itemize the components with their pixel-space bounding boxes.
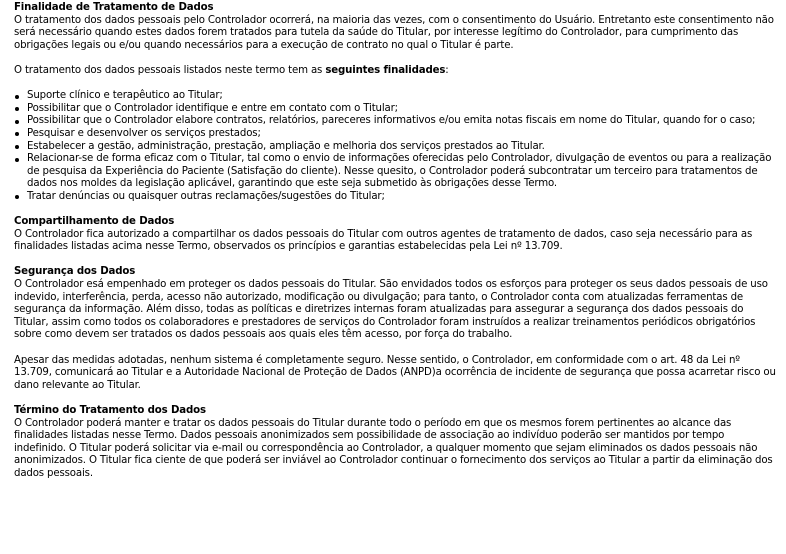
- lead-text: O tratamento dos dados pessoais listados neste termo tem as: [14, 64, 326, 76]
- heading-compartilhamento: Compartilhamento de Dados: [14, 216, 175, 228]
- heading-termino: Término do Tratamento dos Dados: [14, 405, 206, 416]
- heading-seguranca: Segurança dos Dados: [14, 266, 136, 278]
- list-item: Tratar denúncias ou quaisquer outras reclamações/sugestões do Titular;: [14, 191, 776, 204]
- lead-colon: :: [445, 64, 449, 76]
- list-item: Suporte clínico e terapêutico ao Titular;: [14, 90, 776, 103]
- section-seguranca: [14, 266, 776, 392]
- document-content: [14, 2, 776, 481]
- seguranca-text-2: Apesar das medidas adotadas, nenhum sistema é completamente seguro. Nesse sentido, o Controlador, em conformidade com o art. 48 da Lei nº 13.709, comunicará ao Titular e a Autoridade Nacional de Proteção de Dados (ANPD)a ocorrência de incidente de segurança que possa acarretar risco ou dano relevante ao Titular.: [14, 354, 776, 391]
- termino-text: O Controlador poderá manter e tratar os dados pessoais do Titular durante todo o período em que os mesmos forem pertinentes ao alcance das finalidades listadas nesse Termo. Dados pessoais anonimizados sem possibilidade de associação ao indivíduo poderão ser mantidos por tempo indefinido. O Titular poderá solicitar via e-mail ou correspondência ao Controlador, a qualquer momento que sejam eliminados os dados pessoais não anonimizados. O Titular fica ciente de que poderá ser inviável ao Controlador continuar o fornecimento dos serviços ao Titular a partir da eliminação dos dados pessoais.: [14, 417, 773, 479]
- finalidade-lead: [14, 65, 776, 78]
- seguranca-text-1: O Controlador esá empenhado em proteger os dados pessoais do Titular. São envidados todos os esforços para proteger os seus dados pessoais de uso indevido, interferência, perda, acesso não autorizado, modificação ou divulgação; para tanto, o Controlador conta com atualizadas ferramentas de segurança da informação. Além disso, todas as políticas e diretrizes internas foram atualizadas para assegurar a segurança dos dados pessoais do Titular, assim como todos os colaboradores e prestadores de serviços do Controlador foram instruídos a realizar treinamentos periódicos obrigatórios sobre como devem ser tratados os dados pessoais aos quais eles têm acesso, por força do trabalho.: [14, 279, 768, 341]
- lead-bold: seguintes finalidades: [325, 64, 446, 76]
- list-item: Estabelecer a gestão, administração, prestação, ampliação e melhoria dos serviços prestados ao Titular.: [14, 141, 776, 154]
- list-item: Pesquisar e desenvolver os serviços prestados;: [14, 128, 776, 141]
- section-finalidade: [14, 2, 776, 204]
- finalidade-intro: O tratamento dos dados pessoais pelo Controlador ocorrerá, na maioria das vezes, com o consentimento do Usuário. Entretanto este consentimento não será necessário quando estes dados forem tratados para tutela da saúde do Titular, por interesse legítimo do Controlador, para cumprimento das obrigações legais ou e/ou quando necessários para a execução de contrato no qual o Titular é parte.: [14, 14, 774, 51]
- section-termino: [14, 405, 776, 481]
- list-item: Possibilitar que o Controlador identifique e entre em contato com o Titular;: [14, 103, 776, 116]
- finalidades-list: [14, 90, 776, 203]
- list-item: Relacionar-se de forma eficaz com o Titular, tal como o envio de informações oferecidas pelo Controlador, divulgação de eventos ou para a realização de pesquisa da Experiência do Paciente (Satisfação do cliente). Nesse quesito, o Controlador poderá subcontratar um terceiro para tratamentos de dados nos moldes da legislação aplicável, garantindo que este seja submetido às obrigações desse Termo.: [14, 153, 776, 191]
- section-compartilhamento: [14, 216, 776, 254]
- list-item: Possibilitar que o Controlador elabore contratos, relatórios, pareceres informativos e/ou emita notas fiscais em nome do Titular, quando for o caso;: [14, 115, 776, 128]
- heading-finalidade: Finalidade de Tratamento de Dados: [14, 2, 214, 13]
- compartilhamento-text: O Controlador fica autorizado a compartilhar os dados pessoais do Titular com outros agentes de tratamento de dados, caso seja necessário para as finalidades listadas acima nesse Termo, observados os princípios e garantias estabelecidas pela Lei nº 13.709.: [14, 228, 753, 253]
